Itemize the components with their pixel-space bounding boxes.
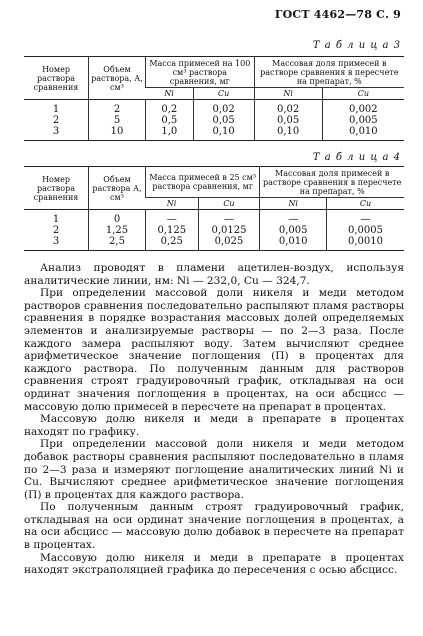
table-cell: 0,05 [193,115,254,126]
table-cell: 1,0 [146,126,194,141]
table-cell: 0,0005 [326,225,404,236]
table-cell: 3 [24,236,89,251]
table-cell: 0,02 [254,100,322,116]
table3-sub-ni-1: Ni [146,88,194,100]
table-cell: 0,005 [260,225,327,236]
body-text [24,262,404,577]
table-cell: 1 [52,104,60,115]
table-cell: 2 [52,115,60,126]
table-row [24,126,404,141]
table-cell: 0,2 [146,100,194,116]
table-cell: — [260,210,327,226]
paragraph: Массовую долю никеля и меди в препарате в процентах находят экстраполяцией графика до пересечения с осью абсцисс. [24,551,404,577]
table-cell: 0,02 [193,100,254,116]
table-cell: 10 [89,126,146,141]
table-cell: 0,025 [198,236,260,251]
table4-header-fraction: Массовая доля примесей в растворе сравнения в пересчете на препарат, % [260,167,404,198]
table4 [24,166,404,251]
table-cell: 0,002 [322,100,404,116]
table-cell: 0,0125 [198,225,260,236]
page-header: ГОСТ 4462—78 С. 9 [274,8,401,21]
table3 [24,56,404,141]
paragraph: При определении массовой доли никеля и меди методом добавок растворы сравнения распыляют последовательно в пламя по 2—3 раза и измеряют поглощение аналитических линий Ni и Cu. Вычисляют среднее арифметическое значение поглощения (П) в процентах для каждого раствора. [24,438,404,501]
table4-header-mass: Масса примесей в 25 см³ раствора сравнения, мг [146,167,260,198]
table3-header-fraction: Массовая доля примесей в растворе сравнения в пересчете на препарат, % [254,57,404,88]
table-cell: 1,25 [89,225,146,236]
table-cell: 3 [24,126,89,141]
table-cell: 2 [52,225,60,236]
table4-sub-ni-1: Ni [146,198,199,210]
table-cell: — [326,210,404,226]
table-cell: 0 [89,210,146,226]
table4-sub-ni-2: Ni [260,198,327,210]
table3-header-number: Номер раствора сравнения [33,64,79,92]
table4-header-volume: Объем раствора А, см³ [89,167,146,210]
table-cell: 1 [52,214,60,225]
table-cell: 0,5 [146,115,194,126]
table-row [24,236,404,251]
table-cell: 0,010 [260,236,327,251]
table-cell: 0,05 [254,115,322,126]
table3-caption: Т а б л и ц а 3 [312,40,401,51]
table3-sub-cu-1: Cu [193,88,254,100]
paragraph: При определении массовой доли никеля и меди методом растворов сравнения последовательно распыляют пламя растворы сравнения в порядке возрастания массовых долей определяемых элементов и анализируемые растворы — по 2—3 раза. После каждого замера распыляют воду. Затем вычисляют среднее арифметическое значение поглощения (П) в процентах для каждого раствора. По полученным данным для растворов сравнения строят градуировочный график, откладывая на оси ординат значения поглощения в процентах, на оси абсцисс — массовую долю примесей в пересчете на препарат в процентах. [24,287,404,413]
table-cell: — [146,210,199,226]
table-cell: 0,10 [254,126,322,141]
paragraph: Массовую долю никеля и меди в препарате в процентах находят по графику. [24,413,404,438]
table3-sub-ni-2: Ni [254,88,322,100]
table3-header-mass: Масса примесей на 100 см³ раствора сравнения, мг [146,57,255,88]
table-cell: 0,125 [146,225,199,236]
table-cell: 0,0010 [326,236,404,251]
table4-sub-cu-1: Cu [198,198,260,210]
table3-header-volume: Объем раствора, А, см³ [89,57,146,100]
table-cell: 0,005 [322,115,404,126]
table-cell: — [198,210,260,226]
paragraph: По полученным данным строят градуировочный график, откладывая на оси ординат значение поглощения в процентах, а на оси абсцисс — массовую долю добавок в пересчете на препарат в процентах. [24,501,404,552]
table4-sub-cu-2: Cu [326,198,404,210]
table-cell: 0,010 [322,126,404,141]
table-row [24,100,404,116]
table-cell: 0,25 [146,236,199,251]
table-row [24,115,404,126]
table3-sub-cu-2: Cu [322,88,404,100]
table-cell: 5 [89,115,146,126]
table-cell: 0,10 [193,126,254,141]
table-cell: 2 [89,100,146,116]
paragraph: Анализ проводят в пламени ацетилен-воздух, используя аналитические линии, нм: Ni — 232,0, Cu — 324,7. [24,262,404,287]
table-cell: 2,5 [89,236,146,251]
table-row [24,225,404,236]
table-row [24,210,404,226]
table4-caption: Т а б л и ц а 4 [312,152,401,163]
table4-header-number: Номер раствора сравнения [33,174,79,202]
